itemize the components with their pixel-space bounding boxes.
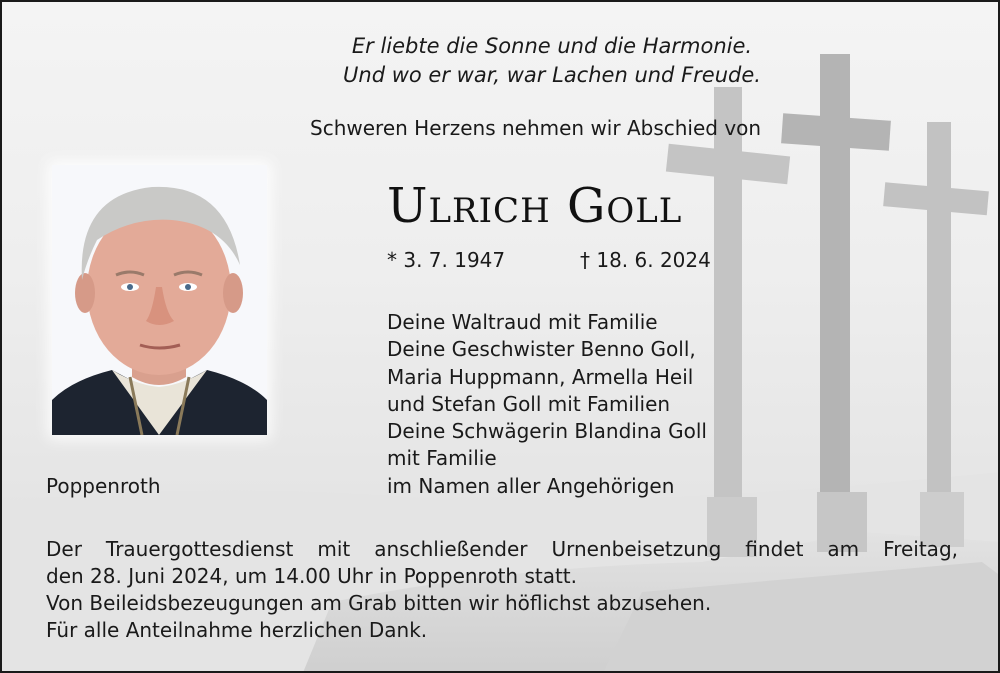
mourner-line: und Stefan Goll mit Familien [387, 391, 671, 416]
portrait-photo [52, 165, 267, 435]
intro-line: Schweren Herzens nehmen wir Abschied von [310, 116, 762, 140]
mourner-line: Deine Schwägerin Blandina Goll [387, 419, 707, 444]
notice-line: Für alle Anteilnahme herzlichen Dank. [46, 618, 428, 642]
mourner-line: Maria Huppmann, Armella Heil [387, 364, 694, 389]
notice-line: Von Beileidsbezeugungen am Grab bitten wir höflichst abzusehen. [46, 591, 712, 615]
service-notice [46, 536, 958, 644]
mourners-list [387, 309, 707, 500]
mourner-line: Deine Geschwister Benno Goll, [387, 337, 696, 362]
memorial-quote [322, 32, 782, 90]
notice-line: Der Trauergottesdienst mit anschließender Urnenbeisetzung findet am Freitag, [46, 537, 958, 561]
mourner-line: im Namen aller Angehörigen [387, 473, 675, 498]
place-name: Poppenroth [46, 474, 161, 498]
birth-date: * 3. 7. 1947 [387, 248, 506, 272]
death-date: † 18. 6. 2024 [580, 248, 711, 272]
quote-line-1: Er liebte die Sonne und die Harmonie. [351, 34, 753, 58]
deceased-name: Ulrich Goll [387, 178, 683, 234]
cross-center [781, 54, 891, 544]
notice-line: den 28. Juni 2024, um 14.00 Uhr in Poppenroth statt. [46, 564, 577, 588]
mourner-line: mit Familie [387, 446, 497, 471]
cross-right [883, 122, 989, 532]
quote-line-2: Und wo er war, war Lachen und Freude. [343, 63, 761, 87]
mourner-line: Deine Waltraud mit Familie [387, 310, 658, 334]
